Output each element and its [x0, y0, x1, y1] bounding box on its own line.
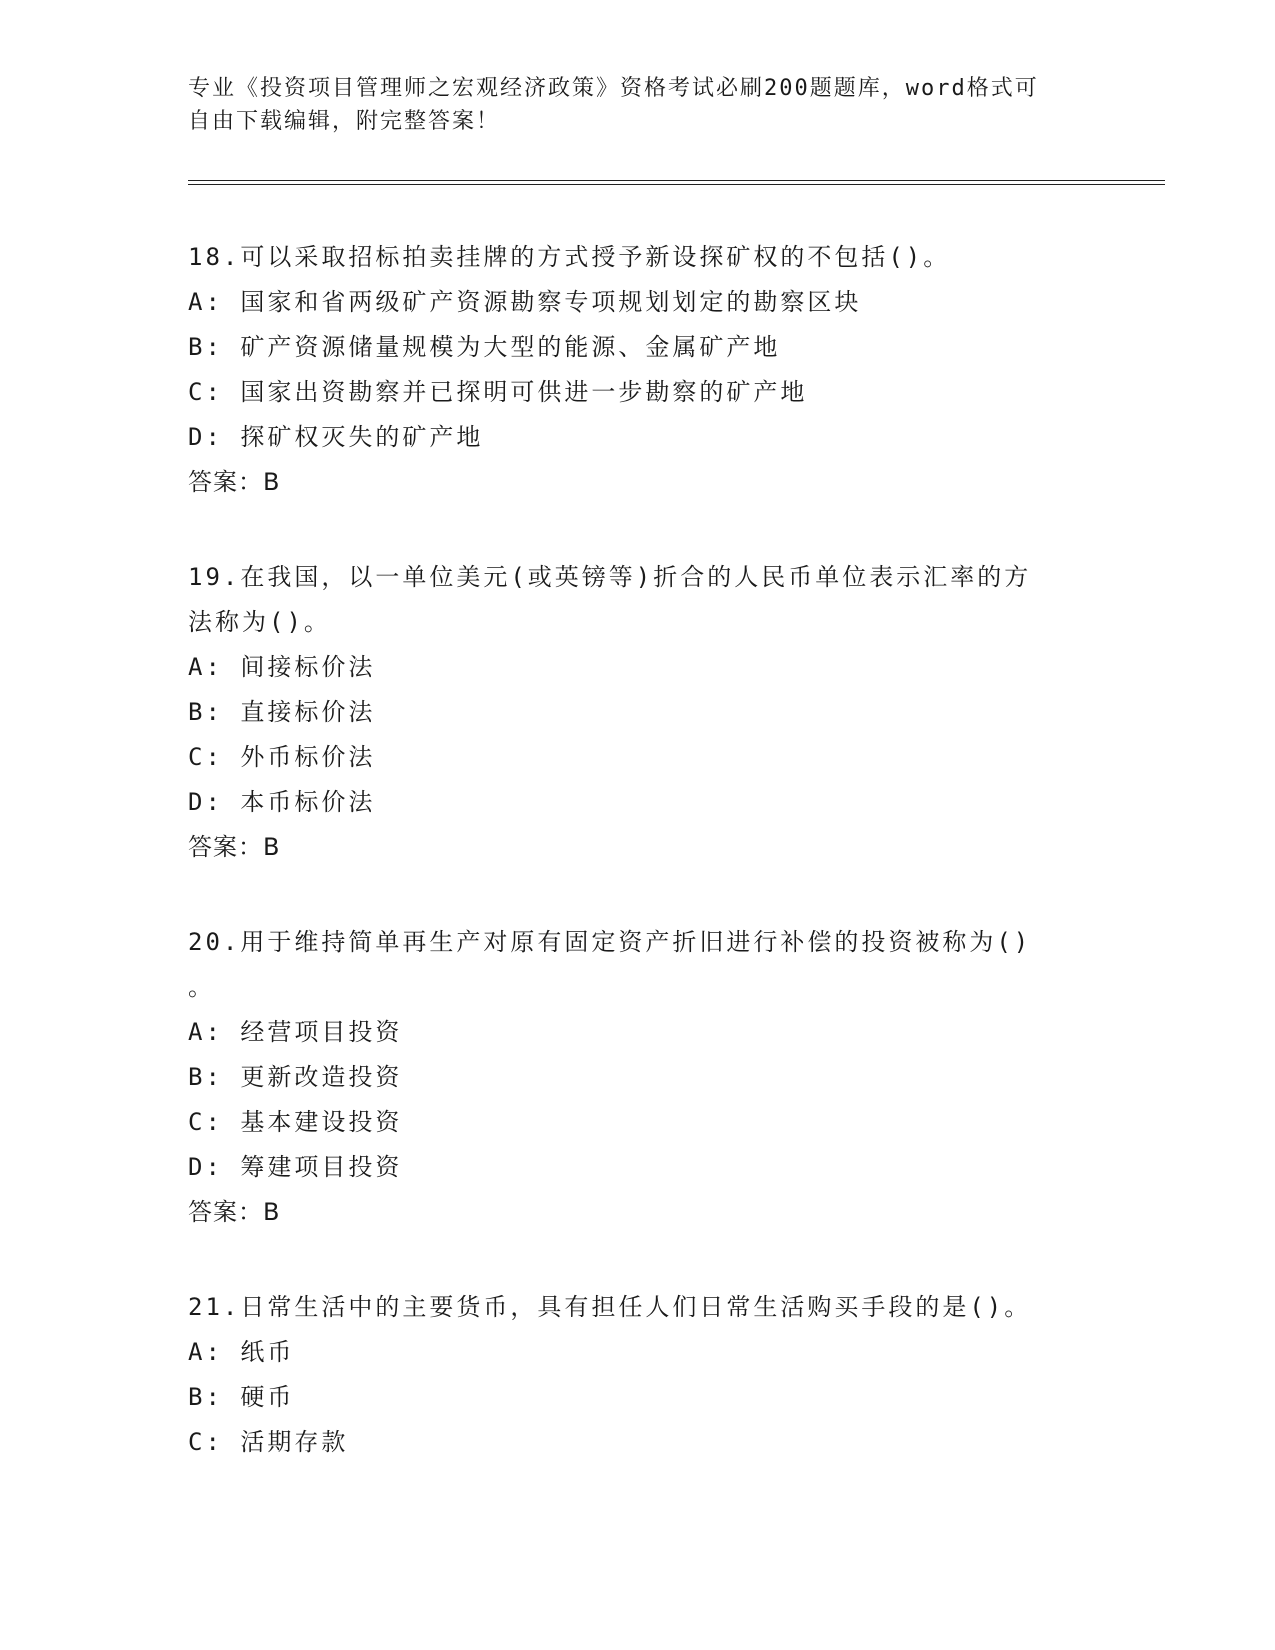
question-stem: 18.可以采取招标拍卖挂牌的方式授予新设探矿权的不包括()。 — [188, 243, 951, 271]
option-d: D: 本币标价法 — [188, 788, 376, 816]
answer-line: 答案：B — [188, 833, 281, 861]
question-20 — [188, 920, 1088, 1235]
header-line-2: 自由下载编辑，附完整答案！ — [188, 109, 501, 134]
option-d: D: 筹建项目投资 — [188, 1153, 403, 1181]
option-b: B: 直接标价法 — [188, 698, 376, 726]
header-divider-top — [188, 180, 1165, 181]
header-line-1: 专业《投资项目管理师之宏观经济政策》资格考试必刷200题题库，word格式可 — [188, 76, 1039, 101]
document-header — [188, 72, 1068, 138]
question-stem: 20.用于维持简单再生产对原有固定资产折旧进行补偿的投资被称为() — [188, 928, 1032, 956]
option-c: C: 国家出资勘察并已探明可供进一步勘察的矿产地 — [188, 378, 808, 406]
option-a: A: 经营项目投资 — [188, 1018, 403, 1046]
option-a: A: 国家和省两级矿产资源勘察专项规划划定的勘察区块 — [188, 288, 862, 316]
option-a: A: 间接标价法 — [188, 653, 376, 681]
option-c: C: 外币标价法 — [188, 743, 376, 771]
option-a: A: 纸币 — [188, 1338, 295, 1366]
option-b: B: 更新改造投资 — [188, 1063, 403, 1091]
question-21 — [188, 1285, 1088, 1465]
question-stem: 19.在我国，以一单位美元(或英镑等)折合的人民币单位表示汇率的方 — [188, 563, 1032, 591]
option-d: D: 探矿权灭失的矿产地 — [188, 423, 484, 451]
question-18 — [188, 235, 1088, 505]
question-19 — [188, 555, 1088, 870]
option-b: B: 矿产资源储量规模为大型的能源、金属矿产地 — [188, 333, 781, 361]
option-b: B: 硬币 — [188, 1383, 295, 1411]
answer-line: 答案：B — [188, 1198, 281, 1226]
option-c: C: 活期存款 — [188, 1428, 349, 1456]
question-stem-continued: 法称为()。 — [188, 608, 331, 636]
header-divider-bottom — [188, 184, 1165, 185]
answer-line: 答案：B — [188, 468, 281, 496]
option-c: C: 基本建设投资 — [188, 1108, 403, 1136]
question-stem: 21.日常生活中的主要货币，具有担任人们日常生活购买手段的是()。 — [188, 1293, 1032, 1321]
question-stem-continued: 。 — [188, 973, 215, 1001]
